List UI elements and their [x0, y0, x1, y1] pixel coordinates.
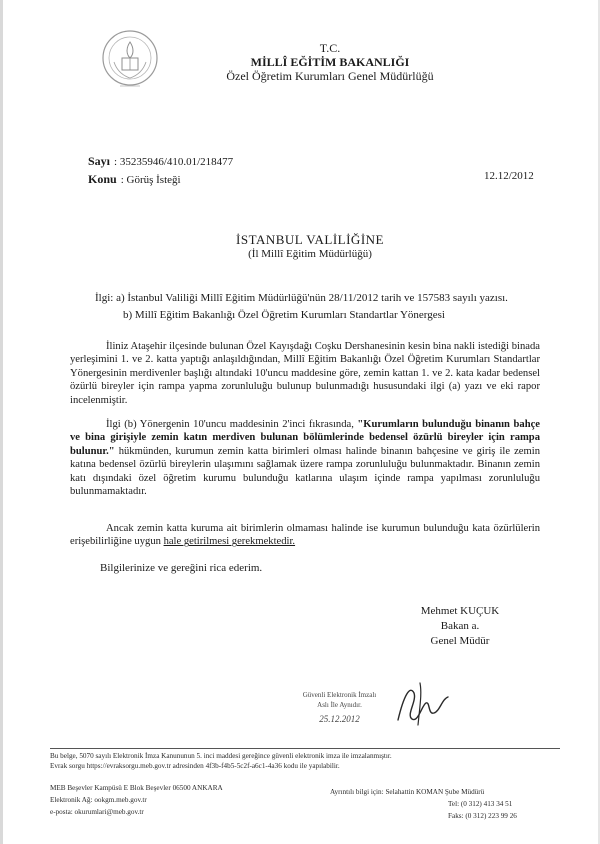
reference-b: b) Millî Eğitim Bakanlığı Özel Öğretim Kurumları Standartlar Yönergesi	[123, 309, 445, 321]
body-paragraph-2	[70, 418, 540, 498]
document-date: 12.12/2012	[484, 170, 534, 182]
ministry-emblem-icon	[100, 28, 160, 98]
body-paragraph-3-text: Ancak zemin katta kuruma ait birimlerin olmaması halinde ise kurumun bulunduğu kata özürlülerin erişebilirliğine uygun	[70, 523, 540, 548]
header-country: T.C.	[319, 41, 341, 55]
footer-contact: Ayrıntılı bilgi için: Selahattin KOMAN Şube Müdürü	[330, 788, 485, 796]
certification-stamp	[282, 690, 397, 740]
footer-fax: Faks: (0 312) 223 99 26	[448, 812, 517, 820]
body-paragraph-1-text: İliniz Ataşehir ilçesinde bulunan Özel Kayışdağı Coşku Dershanesinin kesin bina nakli istediği binada yerleşimini 1. ve 2. katta yaptığı anlaşıldığından, Millî Eğitim Bakanlığı Özel Öğretim Kurumları Standartlar Yönergesinin merdivenler başlığı altındaki 10'uncu maddesine göre, zemin kattan 1. ve 2. kata kadar bedensel özürlü bireyler için rampa yapma zorunluluğu bulunup bulunmadığı hususundaki ilgi (a) yazı ve eki rapor incelenmiştir.	[70, 341, 540, 406]
scan-edge	[0, 0, 3, 844]
signature-block	[405, 604, 515, 649]
header-ministry: MİLLÎ EĞİTİM BAKANLIĞI	[250, 55, 410, 69]
footer-address-2: Elektronik Ağ: ookgm.meb.gov.tr	[50, 796, 147, 804]
body-paragraph-2-text-cont: hükmünden, kurumun zemin katta birimleri olması halinde binanın bahçesine ve giriş ile zemin katına bedensel özürlü bireylerin ulaşımını sağlamak üzere rampa zorunluluğu bulunmaktadır. Binanın zemin katı dışındaki özel öğretim kurumu bulunduğu katlarına ulaşım içinde rampa yapılması zorunluluğu bulunmamaktadır.	[70, 445, 540, 498]
stamp-line-2: Aslı İle Aynıdır.	[317, 701, 362, 709]
footer-notice: Bu belge, 5070 sayılı Elektronik İmza Kanununun 5. inci maddesi gereğince güvenli elektronik imza ile imzalanmıştır.	[50, 752, 392, 760]
body-paragraph-2-text: İlgi (b) Yönergenin 10'uncu maddesinin 2'inci fıkrasında,	[106, 419, 358, 430]
footer-address-3: e-posta: okurumlari@meb.gov.tr	[50, 808, 144, 816]
reference-a: İlgi: a) İstanbul Valiliği Millî Eğitim Müdürlüğü'nün 28/11/2012 tarih ve 157583 sayılı yazısı.	[95, 292, 508, 304]
footer-address-1: MEB Beşevler Kampüsü E Blok Beşevler 06500 ANKARA	[50, 784, 223, 792]
handwritten-signature-icon	[390, 675, 460, 730]
sayi-value: : 35235946/410.01/218477	[114, 156, 234, 168]
footer-tel: Tel: (0 312) 413 34 51	[448, 800, 513, 808]
sayi-row	[88, 152, 233, 170]
stamp-date: 25.12.2012	[319, 714, 360, 724]
recipient-subtitle: (İl Millî Eğitim Müdürlüğü)	[248, 248, 372, 260]
sayi-label: Sayı	[88, 154, 111, 168]
stamp-line-1: Güvenli Elektronik İmzalı	[302, 691, 377, 699]
signatory-title-1: Bakan a.	[440, 620, 480, 632]
konu-row	[88, 170, 181, 188]
recipient-title: İSTANBUL VALİLİĞİNE	[236, 232, 384, 247]
header-directorate: Özel Öğretim Kurumları Genel Müdürlüğü	[226, 69, 434, 83]
closing-line: Bilgilerinize ve gereğini rica ederim.	[100, 562, 263, 574]
signatory-title-2: Genel Müdür	[430, 635, 490, 647]
signatory-name: Mehmet KUÇUK	[420, 605, 500, 617]
underlined-requirement: hale getirilmesi gerekmektedir.	[163, 536, 296, 548]
konu-value: : Görüş İsteği	[120, 174, 181, 186]
footer-divider	[50, 748, 560, 749]
body-paragraph-1	[70, 340, 540, 407]
regulation-quote: "Kurumların bulunduğu binanın bahçe ve bina girişiyle zemin katın merdiven bulunan bölümlerinde bedensel özürlü bireyler için rampa bulunur."	[70, 419, 540, 457]
footer-verify: Evrak sorgu https://evraksorgu.meb.gov.tr adresinden 4f3b-f4b5-5c2f-a6c1-4a36 kodu ile yapılabilir.	[50, 762, 340, 770]
konu-label: Konu	[88, 172, 117, 186]
body-paragraph-3	[70, 522, 540, 549]
